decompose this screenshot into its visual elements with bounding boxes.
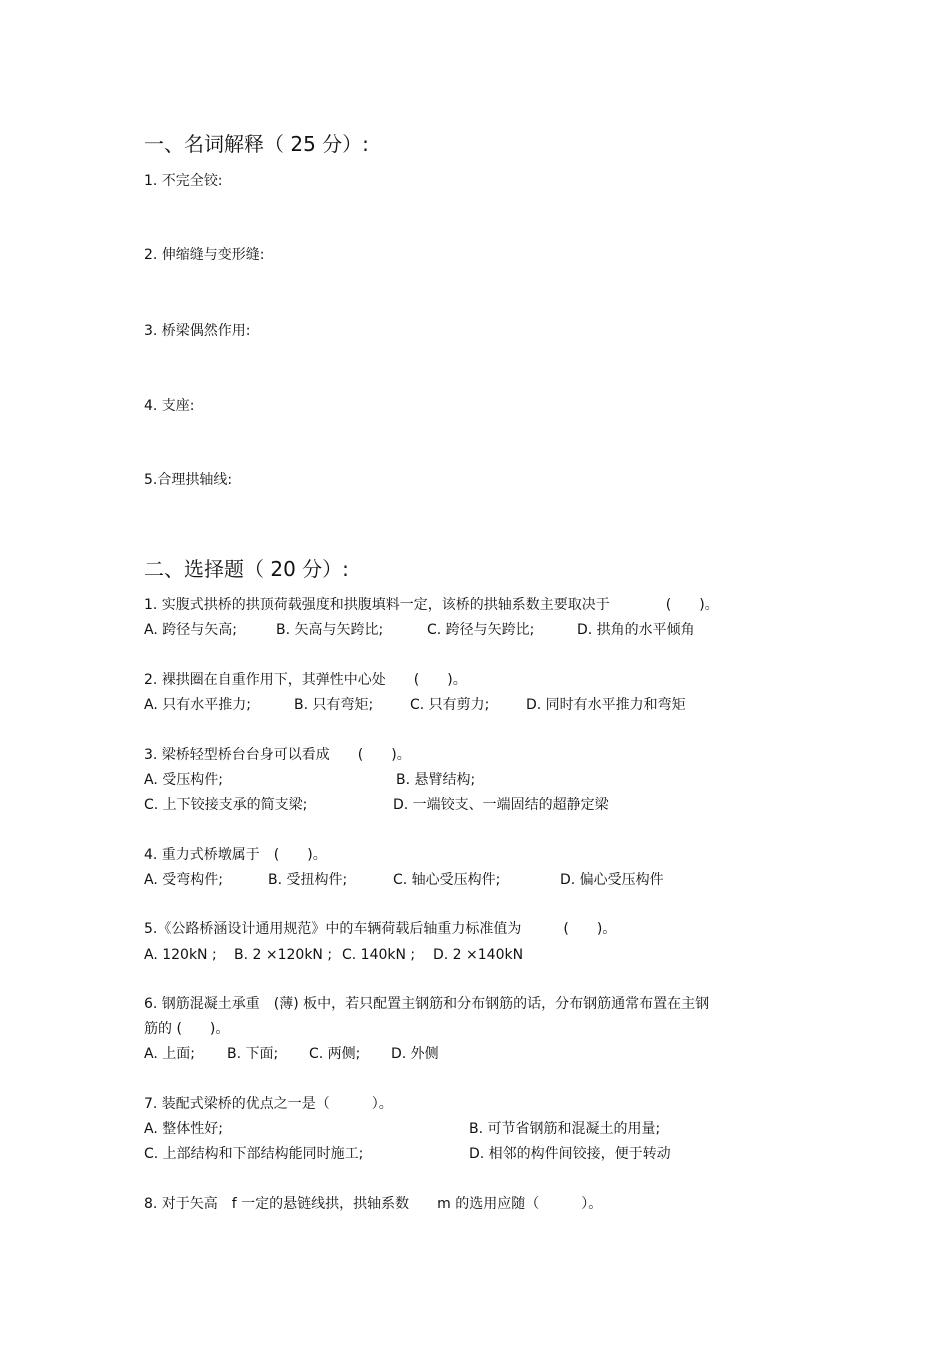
question-7-option-d: D. 相邻的构件间铰接，便于转动 [469,1146,671,1162]
section-title-terms: 一、名词解释（ 25 分）: [144,132,369,156]
term-item-1: 1. 不完全铰: [144,173,223,189]
question-1-option-c: C. 跨径与矢跨比; [427,622,535,638]
question-7-option-c: C. 上部结构和下部结构能同时施工; [144,1146,364,1162]
question-6-option-b: B. 下面; [227,1046,279,1062]
question-6-option-a: A. 上面; [144,1046,195,1062]
question-7-stem: 7. 装配式梁桥的优点之一是（ ）。 [144,1096,393,1112]
question-2-stem: 2. 裸拱圈在自重作用下，其弹性中心处 ( )。 [144,672,467,688]
question-2-option-d: D. 同时有水平推力和弯矩 [526,697,686,713]
question-2-option-c: C. 只有剪力; [410,697,490,713]
question-7-option-b: B. 可节省钢筋和混凝土的用量; [469,1121,661,1137]
question-7-option-a: A. 整体性好; [144,1121,223,1137]
question-6-option-c: C. 两侧; [309,1046,361,1062]
question-3-option-c: C. 上下铰接支承的简支梁; [144,797,308,813]
question-3-option-a: A. 受压构件; [144,772,223,788]
question-8-stem: 8. 对于矢高 f 一定的悬链线拱，拱轴系数 m 的选用应随（ ）。 [144,1196,603,1212]
question-5-option-b: B. 2 ×120kN ; [234,947,333,963]
question-6-stem-continued: 筋的 ( )。 [144,1021,230,1037]
question-3-option-b: B. 悬臂结构; [396,772,476,788]
question-5-option-c: C. 140kN ; [342,947,416,963]
question-1-option-a: A. 跨径与矢高; [144,622,237,638]
question-5-stem: 5.《公路桥涵设计通用规范》中的车辆荷载后轴重力标准值为 ( )。 [144,921,617,937]
question-3-option-d: D. 一端铰支、一端固结的超静定梁 [393,797,609,813]
question-2-option-b: B. 只有弯矩; [294,697,374,713]
section-title-choice: 二、选择题（ 20 分）: [144,557,349,581]
question-2-option-a: A. 只有水平推力; [144,697,251,713]
question-1-option-b: B. 矢高与矢跨比; [276,622,384,638]
term-item-4: 4. 支座: [144,398,195,414]
question-6-stem: 6. 钢筋混凝土承重 (薄) 板中，若只配置主钢筋和分布钢筋的话，分布钢筋通常布置在主钢 [144,996,710,1012]
term-item-2: 2. 伸缩缝与变形缝: [144,247,265,263]
question-5-option-d: D. 2 ×140kN [433,947,524,963]
term-item-5: 5.合理拱轴线: [144,472,233,488]
question-4-option-c: C. 轴心受压构件; [393,872,501,888]
question-6-option-d: D. 外侧 [391,1046,439,1062]
question-4-option-b: B. 受扭构件; [268,872,348,888]
question-1-option-d: D. 拱角的水平倾角 [577,622,695,638]
question-3-stem: 3. 梁桥轻型桥台台身可以看成 ( )。 [144,747,411,763]
question-4-option-a: A. 受弯构件; [144,872,223,888]
question-1-stem: 1. 实腹式拱桥的拱顶荷载强度和拱腹填料一定，该桥的拱轴系数主要取决于 ( )。 [144,597,719,613]
question-4-stem: 4. 重力式桥墩属于 ( )。 [144,847,327,863]
term-item-3: 3. 桥梁偶然作用: [144,323,251,339]
question-5-option-a: A. 120kN ; [144,947,217,963]
question-4-option-d: D. 偏心受压构件 [560,872,664,888]
